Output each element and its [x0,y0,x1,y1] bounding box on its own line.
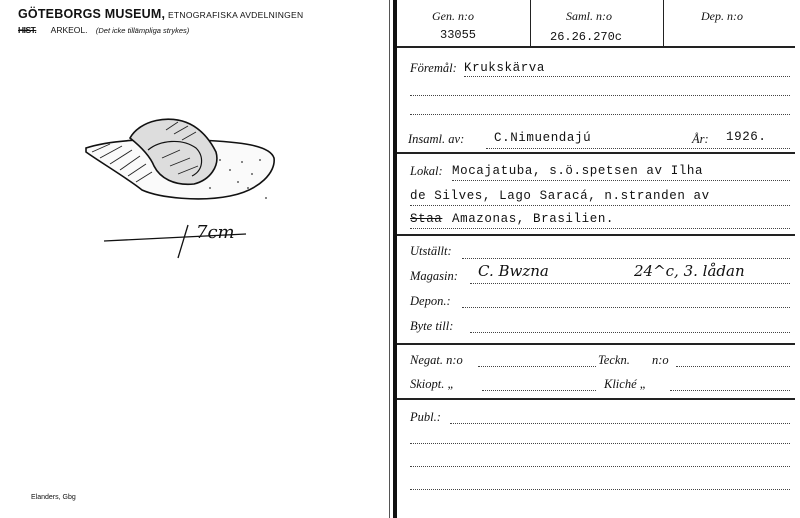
saml-number: 26.26.270c [550,30,623,44]
instruction-note: (Det icke tillämpliga strykes) [95,26,190,35]
card-divider-thin [389,0,390,518]
museum-name: GÖTEBORGS MUSEUM, [18,7,166,21]
teckn-line [676,366,790,367]
magasin-label: Magasin: [410,269,458,283]
lokal-line-2: de Silves, Lago Saracá, n.stranden av [410,189,710,203]
foremal-label: Föremål: [410,61,457,75]
teckn-label: Teckn. [598,353,630,367]
foremal-line [464,76,790,77]
lokal-rule [397,234,795,236]
kliche-line [670,390,790,391]
foremal-value: Krukskärva [464,61,546,75]
skiopt-label: Skiopt. „ [410,377,455,391]
lokal-dots-3 [410,228,790,229]
insaml-rule [397,152,795,154]
magasin-extra: 24^c, 3. lådan [634,262,745,280]
byte-line [470,332,790,333]
lokal-dots-1 [452,180,790,181]
lokal-label: Lokal: [410,164,443,178]
card-divider [393,0,397,518]
publ-line-3 [410,466,790,467]
header-rule [397,46,795,48]
negat-rule [397,398,795,400]
magasin-value: C. Bwzna [478,262,549,280]
publ-line-4 [410,489,790,490]
potsherd-sketch [70,100,300,270]
insaml-label: Insaml. av: [408,132,465,146]
lokal-dots-2 [410,205,790,206]
lokal-struck: Staa [410,212,443,226]
gen-number: 33055 [440,28,477,42]
skiopt-line [482,390,596,391]
publ-line-1 [450,423,790,424]
saml-label: Saml. n:o [566,9,612,23]
ar-value: 1926. [726,130,767,144]
byte-label: Byte till: [410,319,454,333]
publ-label: Publ.: [410,410,441,424]
utstallt-line [462,258,790,259]
utstallt-label: Utställt: [410,244,452,258]
foremal-line-2 [410,95,790,96]
hist-struck: HIST. [18,25,37,35]
scale-label: 7cm [196,222,235,243]
foremal-line-3 [410,114,790,115]
department-name: ETNOGRAFISKA AVDELNINGEN [167,10,304,20]
depon-label: Depon.: [410,294,451,308]
printer-mark: Elanders, Gbg [31,494,76,501]
museum-header [18,7,303,21]
arkeol-label: ARKEOL. [50,25,88,35]
lokal-line-3: Amazonas, Brasilien. [452,212,615,226]
teckn-no: n:o [652,353,669,367]
magasin-line [470,283,790,284]
publ-line-2 [410,443,790,444]
section-line [18,25,189,35]
ar-label: År: [692,132,709,146]
negat-label: Negat. n:o [410,353,463,367]
kliche-label: Kliché „ [604,377,647,391]
depon-line [462,307,790,308]
lokal-line-1: Mocajatuba, s.ö.spetsen av Ilha [452,164,704,178]
insaml-line [486,148,790,149]
storage-rule [397,343,795,345]
insaml-value: C.Nimuendajú [494,131,592,145]
negat-line [478,366,596,367]
dep-label: Dep. n:o [701,9,743,23]
gen-label: Gen. n:o [432,9,474,23]
